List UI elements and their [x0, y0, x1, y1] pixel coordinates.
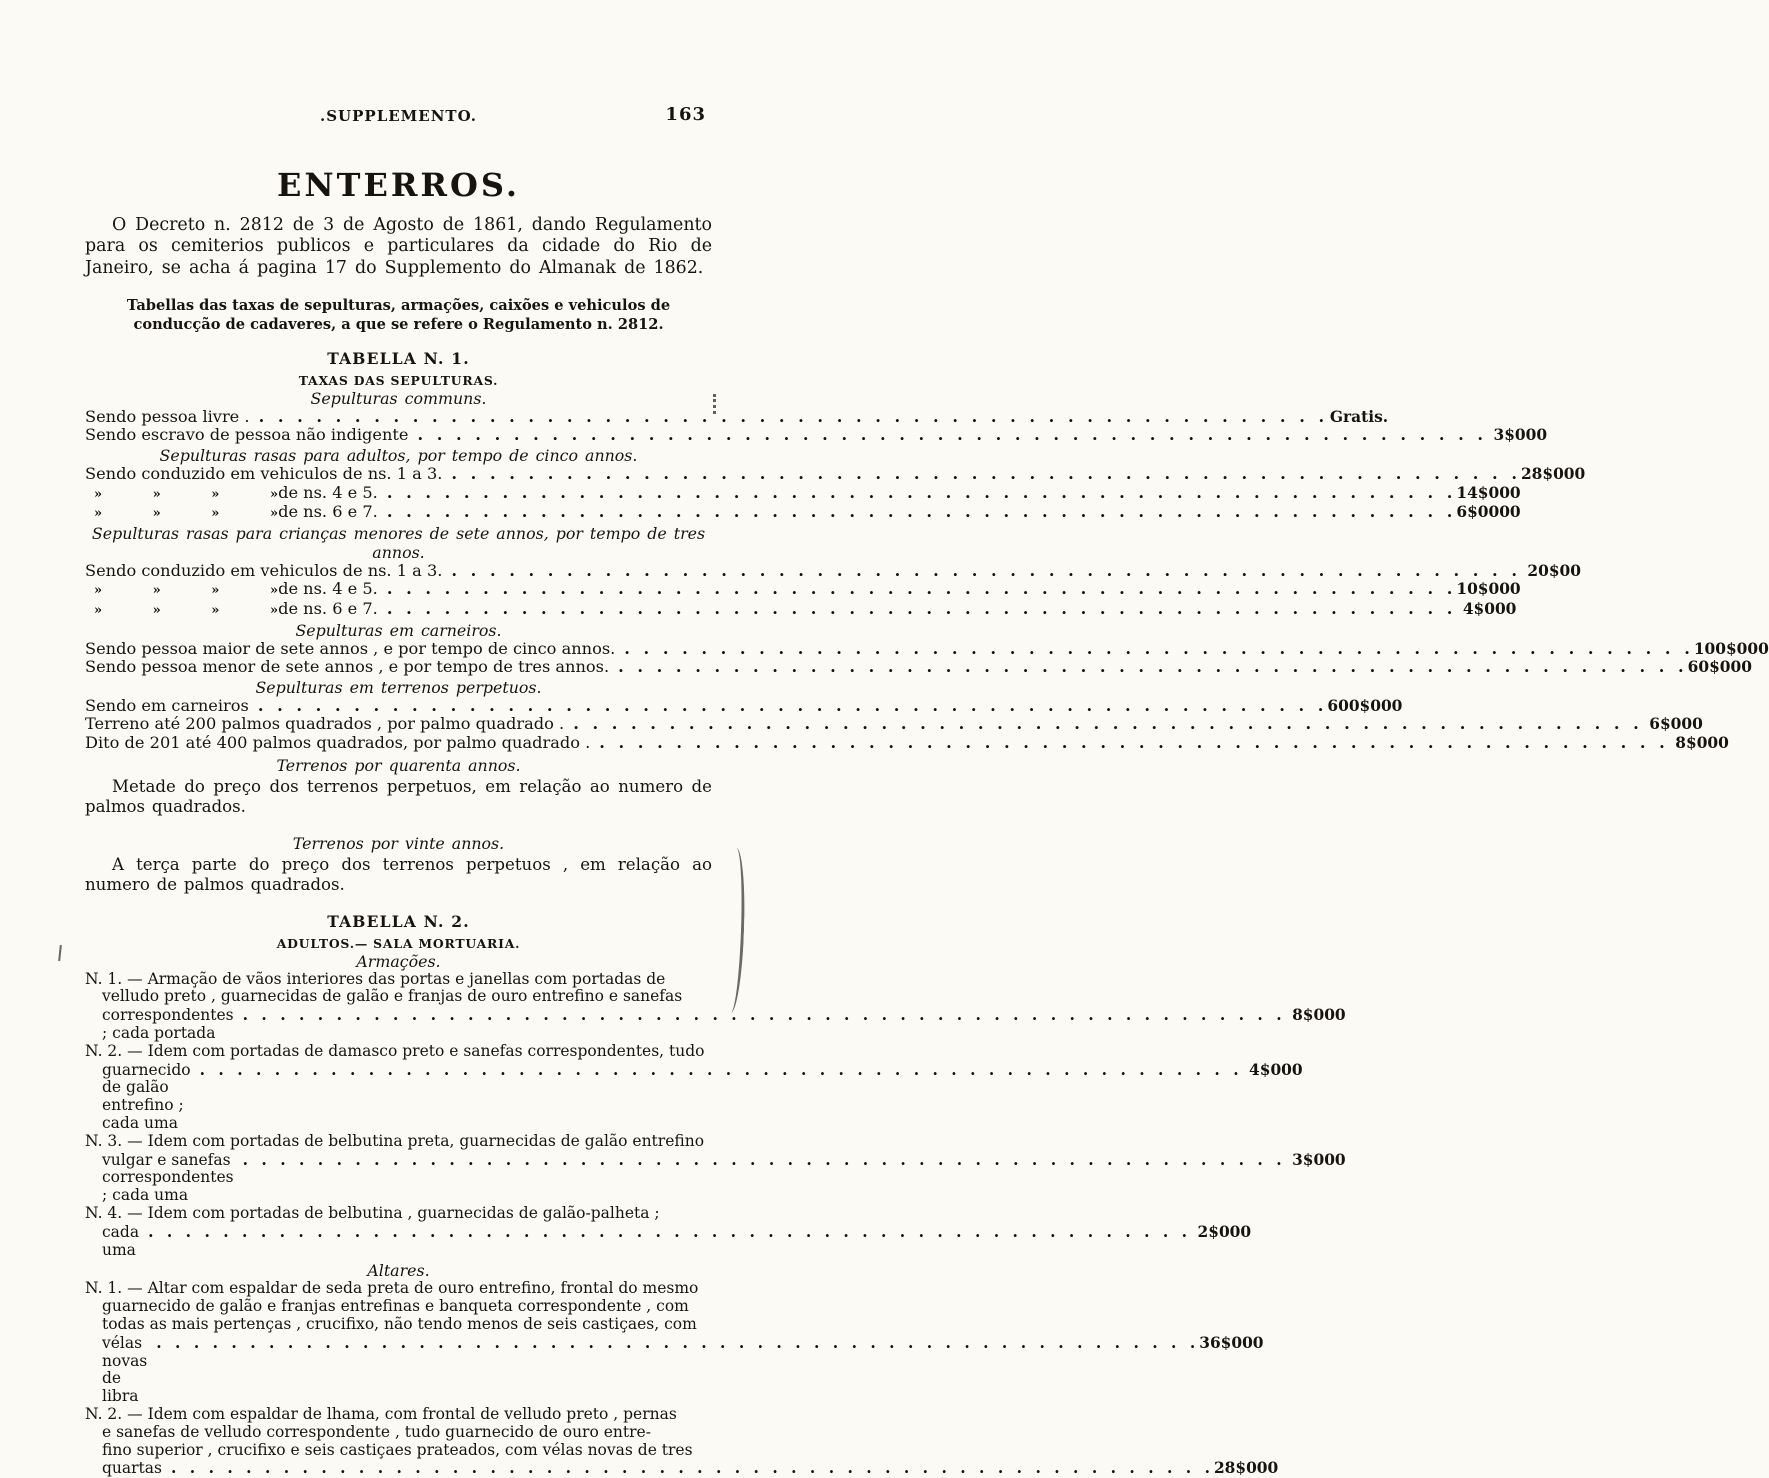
fee-price: 28$000	[1520, 465, 1586, 484]
margin-mark-pen-stroke	[722, 848, 747, 1014]
fee-price: 6$000	[1649, 715, 1703, 734]
fee-label: de ns. 4 e 5.	[278, 579, 378, 599]
intro-paragraph: O Decreto n. 2812 de 3 de Agosto de 1861, dando Regulamento para os cemiterios publicos e particulares da cidade do Rio de Janeiro, se acha á pagina 17 do Supplemento do Almanak de 1862.	[85, 215, 712, 278]
section-heading: Terrenos por quarenta annos.	[276, 755, 521, 775]
fee-label: Sendo conduzido em vehiculos de ns. 1 a 3.	[85, 560, 443, 580]
table-row	[85, 714, 1703, 734]
item-line: velludo preto , guarnecidas de galão e franjas de ouro entrefino e sanefas	[102, 987, 683, 1006]
item-line: guarnecido de galão e franjas entrefinas e banqueta correspondente , com	[102, 1297, 689, 1316]
tabella1-subtitle: TAXAS DAS SEPULTURAS.	[298, 372, 499, 388]
tariff-item	[85, 1279, 1264, 1406]
table-row	[85, 638, 1769, 659]
group-heading: Armações.	[356, 951, 441, 971]
fee-price: 100$000	[1693, 639, 1769, 658]
fee-label: Sendo em carneiros	[85, 695, 249, 715]
fee-price: 3$000	[1493, 426, 1548, 445]
item-tail-line	[85, 1459, 1279, 1478]
item-tail-line	[85, 1006, 1346, 1043]
tariff-item	[85, 1203, 1252, 1259]
item-line: e sanefas de velludo correspondente , tudo guarnecido de ouro entre-	[102, 1422, 651, 1441]
section-heading: Sepulturas em terrenos perpetuos.	[255, 677, 542, 697]
running-title: .SUPPLEMENTO.	[320, 107, 477, 125]
fee-price: 3$000	[1292, 1150, 1346, 1169]
item-line: N. 3. — Idem com portadas de belbutina preta, guarnecidas de galão entrefino	[85, 1131, 705, 1150]
dot-leader	[618, 658, 1684, 676]
tariff-item	[85, 1131, 1346, 1205]
fee-price: 2$000	[1197, 1222, 1252, 1241]
item-line: N. 1. — Altar com espaldar de seda preta de ouro entrefino, frontal do mesmo	[85, 1279, 699, 1298]
fee-label: Terreno até 200 palmos quadrados , por palmo quadrado .	[85, 714, 565, 734]
fee-price: 8$000	[1292, 1006, 1346, 1025]
fee-label: Sendo pessoa maior de sete annos , e por tempo de cinco annos.	[85, 638, 616, 658]
item-tail-text: quartas	[102, 1459, 162, 1478]
dot-leader	[259, 408, 1325, 426]
fee-price: 4$000	[1249, 1060, 1303, 1079]
item-line: N. 2. — Idem com espaldar de lhama, com frontal de velludo preto , pernas	[85, 1404, 677, 1423]
dot-leader	[258, 697, 1324, 715]
section-paragraph: Metade do preço dos terrenos perpetuos, em relação ao numero de palmos quadrados.	[85, 776, 712, 816]
table-row	[85, 425, 1548, 445]
dot-leader	[573, 715, 1639, 733]
ditto-marks: » » » »	[94, 583, 279, 599]
page-number: 163	[665, 104, 706, 125]
dot-leader	[156, 1334, 1195, 1353]
fee-label: Sendo escravo de pessoa não indigente	[85, 425, 409, 445]
item-line: N. 4. — Idem com portadas de belbutina , guarnecidas de galão-palheta ;	[85, 1203, 660, 1222]
tariff-item	[85, 1041, 1303, 1133]
tariff-item	[85, 969, 1346, 1043]
fee-price: 10$000	[1456, 580, 1521, 599]
dot-leader	[387, 600, 1453, 618]
ditto-marks: » » » »	[94, 603, 279, 619]
item-line: todas as mais pertenças , crucifixo, não tendo menos de seis castiçaes, com	[102, 1314, 697, 1333]
item-tail-line	[85, 1060, 1303, 1133]
tariff-item	[85, 1404, 1279, 1478]
fee-label: Dito de 201 até 400 palmos quadrados, por palmo quadrado .	[85, 733, 591, 752]
item-tail-text: vulgar e sanefas correspondentes ; cada uma	[102, 1150, 234, 1205]
section-heading: Sepulturas communs.	[310, 388, 487, 408]
dot-leader	[387, 484, 1453, 502]
item-tail-text: correspondentes ; cada portada	[102, 1006, 234, 1042]
page-content	[85, 0, 1769, 1478]
table-row	[85, 599, 1517, 620]
dot-leader	[624, 640, 1690, 658]
tables-note: Tabellas das taxas de sepulturas, armações, caixões e vehiculos de conducção de cadaveres, a que se refere o Regulamento n. 2812.	[126, 297, 671, 334]
ditto-marks: » » » »	[94, 506, 279, 522]
fee-price: 28$000	[1213, 1459, 1279, 1478]
table-row	[85, 695, 1403, 716]
page-title: ENTERROS.	[276, 166, 520, 204]
fee-label: Sendo pessoa menor de sete annos , e por tempo de tres annos.	[85, 657, 610, 677]
fee-label: Sendo conduzido em vehiculos de ns. 1 a 3.	[85, 464, 443, 484]
fee-label: de ns. 6 e 7.	[278, 502, 378, 522]
dot-leader	[171, 1459, 1210, 1478]
section-paragraph: A terça parte do preço dos terrenos perpetuos , em relação ao numero de palmos quadrados.	[85, 854, 712, 894]
fee-label: Sendo pessoa livre .	[85, 406, 250, 426]
fee-price: 20$00	[1527, 561, 1581, 580]
item-tail-text: guarnecido de galão entrefino ; cada uma	[102, 1060, 191, 1132]
section-heading: Sepulturas rasas para adultos, por tempo de cinco annos.	[159, 446, 638, 466]
table-row	[85, 464, 1586, 484]
dot-leader	[148, 1223, 1187, 1242]
fee-label: de ns. 4 e 5.	[278, 482, 378, 502]
fee-label: de ns. 6 e 7.	[278, 599, 378, 619]
section-heading: Sepulturas rasas para crianças menores de sete annos, por tempo de tres annos.	[91, 523, 706, 562]
dot-leader	[417, 426, 1483, 444]
item-tail-line	[85, 1150, 1346, 1205]
margin-mark-hook	[58, 945, 62, 961]
fee-price: 4$000	[1462, 600, 1517, 619]
fee-price: 600$000	[1327, 696, 1403, 715]
section-heading: Terrenos por vinte annos.	[292, 833, 505, 853]
fee-price: 60$000	[1687, 658, 1752, 677]
dot-leader	[387, 503, 1453, 521]
dot-leader	[243, 1006, 1282, 1025]
dot-leader	[451, 465, 1517, 483]
item-line: N. 1. — Armação de vãos interiores das portas e janellas com portadas de	[85, 969, 666, 988]
table-row	[85, 406, 1389, 427]
fee-price: 14$000	[1456, 483, 1521, 502]
item-tail-text: cada uma	[102, 1222, 140, 1259]
tabella2-subtitle: ADULTOS.— SALA MORTUARIA.	[276, 935, 521, 951]
table-row	[85, 482, 1521, 504]
tabella2-title: TABELLA N. 2.	[327, 911, 470, 931]
item-line: N. 2. — Idem com portadas de damasco preto e sanefas correspondentes, tudo	[85, 1041, 705, 1060]
dot-leader	[200, 1061, 1239, 1080]
item-tail-line	[85, 1333, 1264, 1406]
dot-leader	[243, 1151, 1282, 1170]
fee-price: 36$000	[1199, 1333, 1264, 1352]
item-line: fino superior , crucifixo e seis castiçaes prateados, com vélas novas de tres	[102, 1440, 693, 1459]
ditto-marks: » » » »	[94, 486, 279, 502]
table-row	[85, 502, 1521, 523]
table-row	[85, 657, 1752, 677]
item-tail-line	[85, 1222, 1252, 1260]
fee-price: Gratis.	[1329, 407, 1389, 426]
fee-price: 8$000	[1675, 734, 1729, 752]
group-heading: Altares.	[367, 1261, 430, 1281]
dot-leader	[599, 734, 1665, 752]
tabella1-title: TABELLA N. 1.	[327, 348, 470, 368]
table-row	[85, 579, 1521, 600]
table-row	[85, 560, 1581, 581]
section-heading: Sepulturas em carneiros.	[295, 620, 502, 640]
table-row	[85, 733, 1729, 753]
dot-leader	[387, 580, 1453, 598]
dot-leader	[451, 562, 1517, 580]
item-tail-text: vélas novas de libra	[102, 1333, 148, 1406]
fee-price: 6$0000	[1456, 503, 1521, 522]
